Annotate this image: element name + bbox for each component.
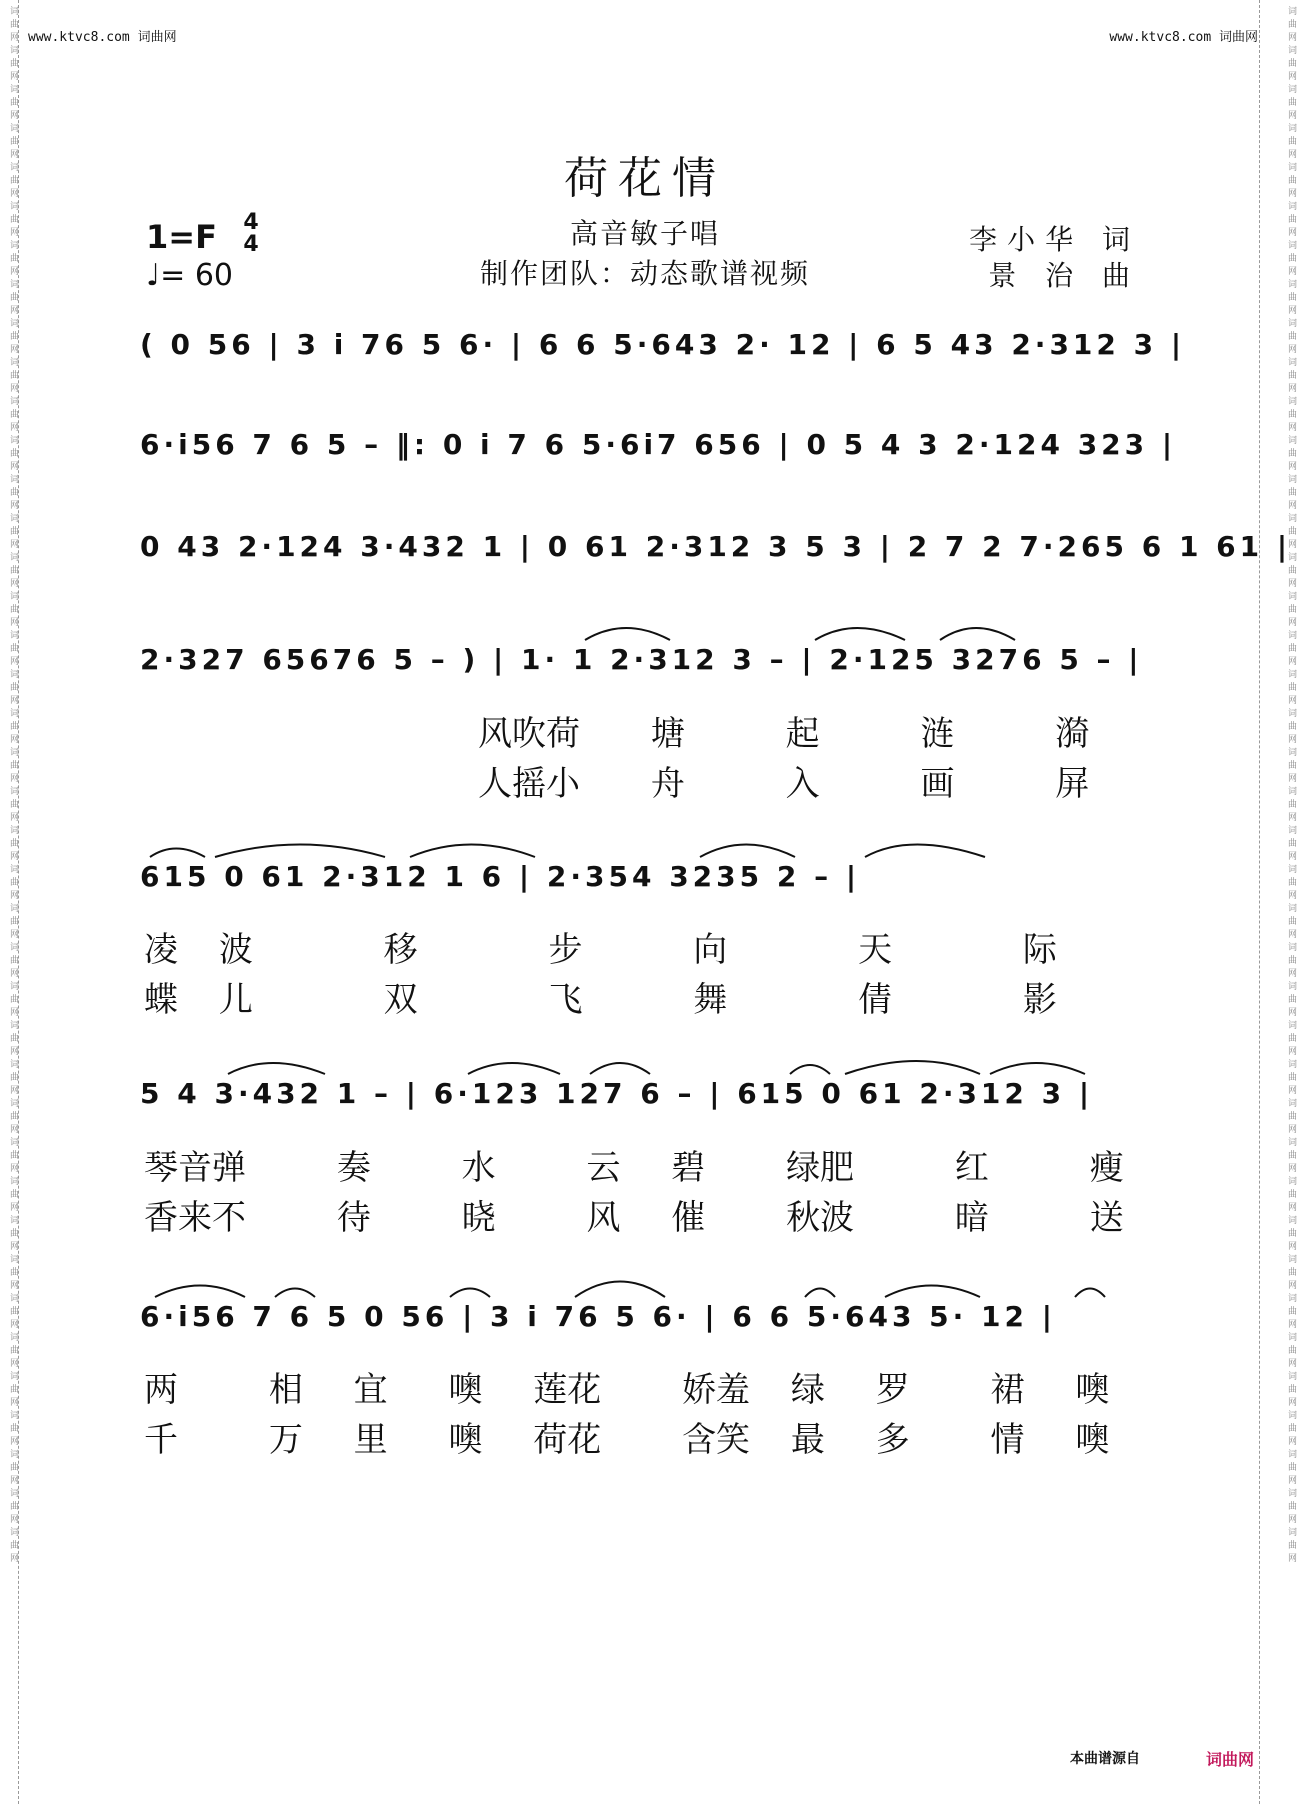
- lyric: 噢: [1075, 1370, 1110, 1410]
- tempo-value: = 60: [160, 258, 234, 293]
- lyric: 倩: [858, 980, 893, 1020]
- score-row-4: 2·327 65676 5 – ) | 1· 1 2·312 3 – | 2·125 3276 5 – |: [140, 643, 1143, 676]
- lyric: 塘: [650, 714, 685, 754]
- lyric: 屏: [1055, 764, 1090, 804]
- lyric: 相: [268, 1370, 303, 1410]
- lyric: 凌: [144, 930, 178, 970]
- lyric: 噢: [1075, 1420, 1110, 1460]
- lyric: 波: [218, 930, 253, 970]
- time-bottom: 4: [243, 232, 259, 257]
- watermark-url: www.ktvc8.com: [28, 30, 130, 45]
- lyric: 情: [990, 1420, 1025, 1460]
- lyric: 风吹荷: [478, 714, 580, 754]
- lyric: 漪: [1055, 714, 1090, 754]
- lyric: 晓: [461, 1198, 496, 1238]
- key-signature: 1=F: [146, 218, 217, 256]
- left-watermark-strip: 词曲网词曲网词曲网词曲网词曲网词曲网词曲网词曲网词曲网词曲网词曲网词曲网词曲网词曲网词曲网词曲网词曲网词曲网词曲网词曲网词曲网词曲网词曲网词曲网词曲网词曲网词曲网词曲网词曲网词曲网词曲网词曲网词曲网词曲网词曲网词曲网词曲网词曲网词曲网词曲网: [8, 6, 18, 1566]
- lyric: 画: [920, 764, 955, 804]
- footer-logo[interactable]: 词曲网: [1205, 1750, 1254, 1769]
- lyric: 万: [268, 1420, 303, 1460]
- lyric: 舟: [650, 764, 685, 804]
- lyric: 舞: [693, 980, 728, 1020]
- composer-credit: 景 治 曲: [988, 259, 1140, 292]
- lyric: 瘦: [1089, 1148, 1124, 1188]
- score-row-6: 5 4 3·432 1 – | 6·123 127 6 – | 615 0 61 2·312 3 |: [140, 1077, 1094, 1110]
- lyric: 待: [336, 1198, 371, 1238]
- lyric: 水: [461, 1148, 496, 1188]
- lyric: 云: [586, 1148, 621, 1188]
- lyric: 多: [875, 1420, 910, 1460]
- lyric: 儿: [218, 980, 253, 1020]
- lyric: 人摇小: [478, 764, 580, 804]
- lyric: 起: [785, 714, 820, 754]
- lyric: 暗: [954, 1198, 989, 1238]
- lyric: 两: [144, 1370, 178, 1410]
- singer-line: 高音敏子唱: [569, 217, 720, 250]
- lyric: 天: [858, 930, 893, 970]
- footer-source-text: 本曲谱源自: [1070, 1751, 1140, 1767]
- lyricist-credit: 李小华 词: [969, 223, 1140, 256]
- score-row-3: 0 43 2·124 3·432 1 | 0 61 2·312 3 5 3 | 2 7 2 7·265 6 1 61 |: [140, 530, 1292, 563]
- lyric: 香来不: [144, 1198, 246, 1238]
- song-title: 荷花情: [564, 153, 726, 204]
- lyric: 风: [586, 1198, 621, 1238]
- lyric: 催: [671, 1198, 706, 1238]
- lyric: 宜: [353, 1370, 388, 1410]
- lyric: 含笑: [682, 1420, 751, 1460]
- lyric: 移: [383, 930, 418, 970]
- lyric: 双: [383, 980, 418, 1020]
- lyric: 绿: [790, 1370, 825, 1410]
- lyric: 琴音弹: [144, 1148, 246, 1188]
- score-row-5: 615 0 61 2·312 1 6 | 2·354 3235 2 – |: [140, 860, 861, 893]
- lyric: 涟: [920, 714, 955, 754]
- lyric: 裙: [990, 1370, 1025, 1410]
- lyric: 向: [693, 930, 728, 970]
- lyric: 送: [1089, 1198, 1124, 1238]
- lyric: 最: [790, 1420, 825, 1460]
- score-row-1: ( 0 56 | 3 i 76 5 6· | 6 6 5·643 2· 12 | 6 5 43 2·312 3 |: [140, 328, 1186, 361]
- lyric: 飞: [548, 980, 583, 1020]
- watermark-site: 词曲网: [137, 30, 177, 45]
- watermark-site: 词曲网: [1218, 30, 1258, 45]
- lyric: 红: [954, 1148, 989, 1188]
- team-line: 制作团队：动态歌谱视频: [479, 257, 810, 290]
- quarter-note-icon: ♩: [146, 258, 161, 293]
- lyric: 秋波: [786, 1198, 855, 1238]
- lyric: 步: [548, 930, 583, 970]
- lyric: 娇羞: [682, 1370, 751, 1410]
- lyric: 绿肥: [786, 1148, 855, 1188]
- lyric: 蝶: [144, 980, 178, 1020]
- lyric: 千: [144, 1420, 178, 1460]
- lyric: 噢: [448, 1420, 483, 1460]
- lyric: 奏: [336, 1148, 371, 1188]
- right-watermark-strip: 词曲网词曲网词曲网词曲网词曲网词曲网词曲网词曲网词曲网词曲网词曲网词曲网词曲网词曲网词曲网词曲网词曲网词曲网词曲网词曲网词曲网词曲网词曲网词曲网词曲网词曲网词曲网词曲网词曲网词曲网词曲网词曲网词曲网词曲网词曲网词曲网词曲网词曲网词曲网词曲网: [1286, 6, 1296, 1566]
- lyric: 罗: [875, 1370, 910, 1410]
- lyric: 莲花: [533, 1370, 602, 1410]
- lyric: 荷花: [533, 1420, 602, 1460]
- time-top: 4: [243, 210, 259, 235]
- lyric: 际: [1022, 930, 1057, 970]
- lyric: 碧: [671, 1148, 706, 1188]
- lyric: 噢: [448, 1370, 483, 1410]
- score-row-7: 6·i56 7 6 5 0 56 | 3 i 76 5 6· | 6 6 5·643 5· 12 |: [140, 1300, 1056, 1333]
- watermark-url: www.ktvc8.com: [1109, 30, 1212, 45]
- lyric: 影: [1022, 980, 1057, 1020]
- lyric: 里: [353, 1420, 388, 1460]
- score-row-2: 6·i56 7 6 5 – ‖: 0 i 7 6 5·6i7 656 | 0 5 4 3 2·124 323 |: [140, 428, 1177, 461]
- lyric: 入: [785, 764, 820, 804]
